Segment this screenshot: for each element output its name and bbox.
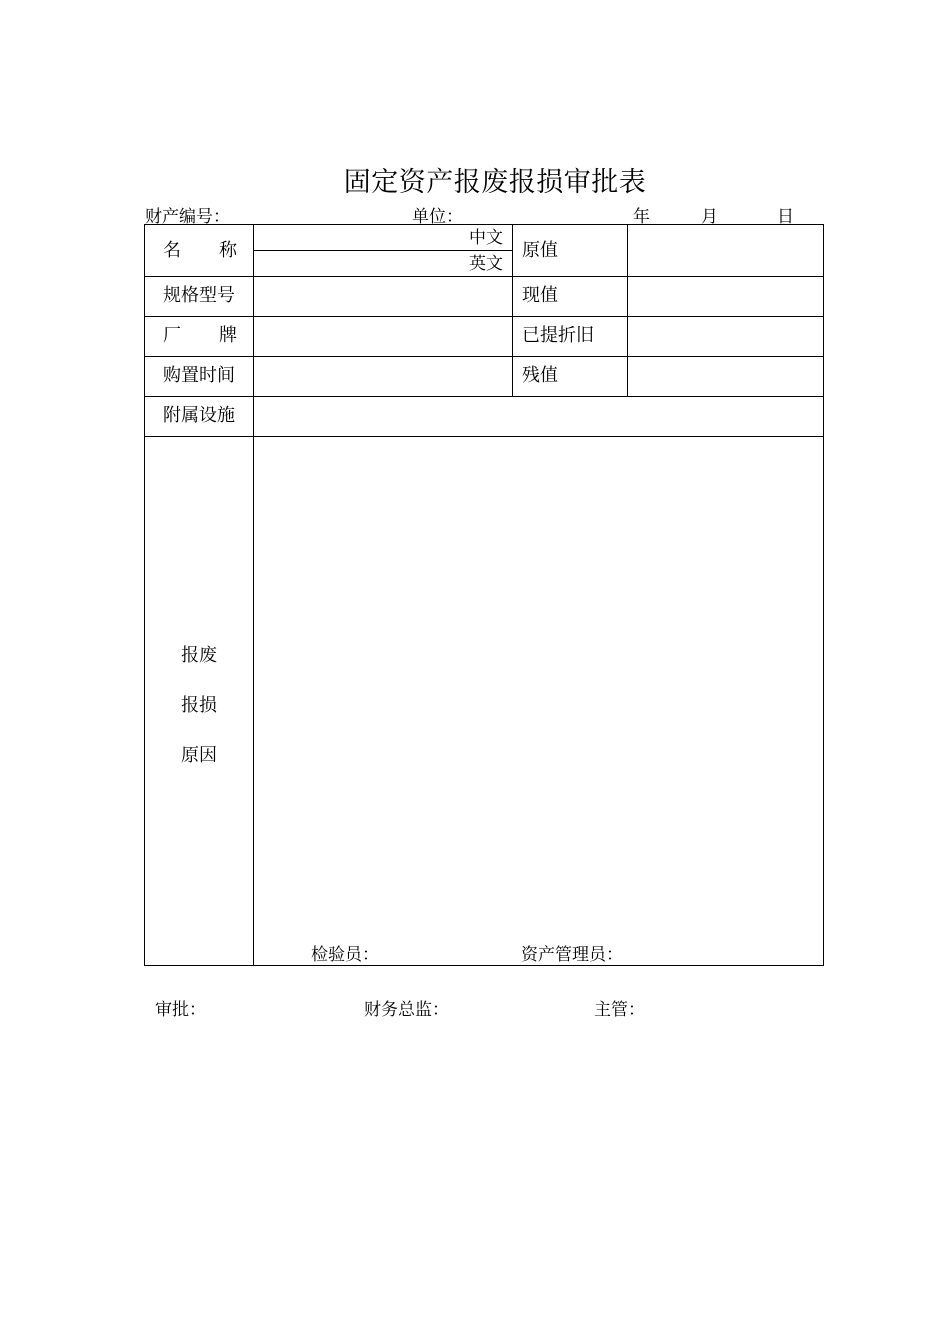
brand-label-char: 厂 <box>163 325 181 346</box>
asset-manager-label: 资产管理员： <box>521 945 623 965</box>
supervisor-label: 主管： <box>594 1000 645 1020</box>
name-label <box>163 241 237 261</box>
name-subrow-divider <box>254 250 512 251</box>
row-divider <box>145 316 823 317</box>
original-value-label: 原值 <box>522 240 558 261</box>
reason-line: 原因 <box>181 745 217 766</box>
residual-value-label: 残值 <box>522 365 558 386</box>
english-name-label: 英文 <box>469 254 503 274</box>
brand-label <box>163 326 237 346</box>
inspector-label: 检验员： <box>311 945 379 965</box>
approval-label: 审批： <box>155 1000 206 1020</box>
chinese-name-label: 中文 <box>469 228 503 248</box>
row-divider <box>145 436 823 437</box>
page-title: 固定资产报废报损审批表 <box>343 167 647 198</box>
purchase-time-label: 购置时间 <box>163 365 235 386</box>
row-divider <box>145 356 823 357</box>
year-label: 年 <box>633 207 650 227</box>
column-divider <box>512 225 513 396</box>
name-label-char: 名 <box>163 240 181 261</box>
reason-line: 报损 <box>181 695 217 716</box>
brand-label-char: 牌 <box>219 325 237 346</box>
reason-line: 报废 <box>181 645 217 666</box>
current-value-label: 现值 <box>522 285 558 306</box>
month-label: 月 <box>701 207 718 227</box>
row-divider <box>145 396 823 397</box>
spec-model-label: 规格型号 <box>163 285 235 306</box>
asset-number-label: 财产编号： <box>145 207 230 227</box>
row-divider <box>145 276 823 277</box>
day-label: 日 <box>777 207 794 227</box>
accessories-label: 附属设施 <box>163 405 235 426</box>
unit-label: 单位： <box>412 207 463 227</box>
name-label-char: 称 <box>219 240 237 261</box>
depreciation-label: 已提折旧 <box>522 325 594 346</box>
column-divider <box>253 225 254 965</box>
approval-form-table <box>144 224 824 966</box>
column-divider <box>627 225 628 396</box>
finance-director-label: 财务总监： <box>364 1000 449 1020</box>
